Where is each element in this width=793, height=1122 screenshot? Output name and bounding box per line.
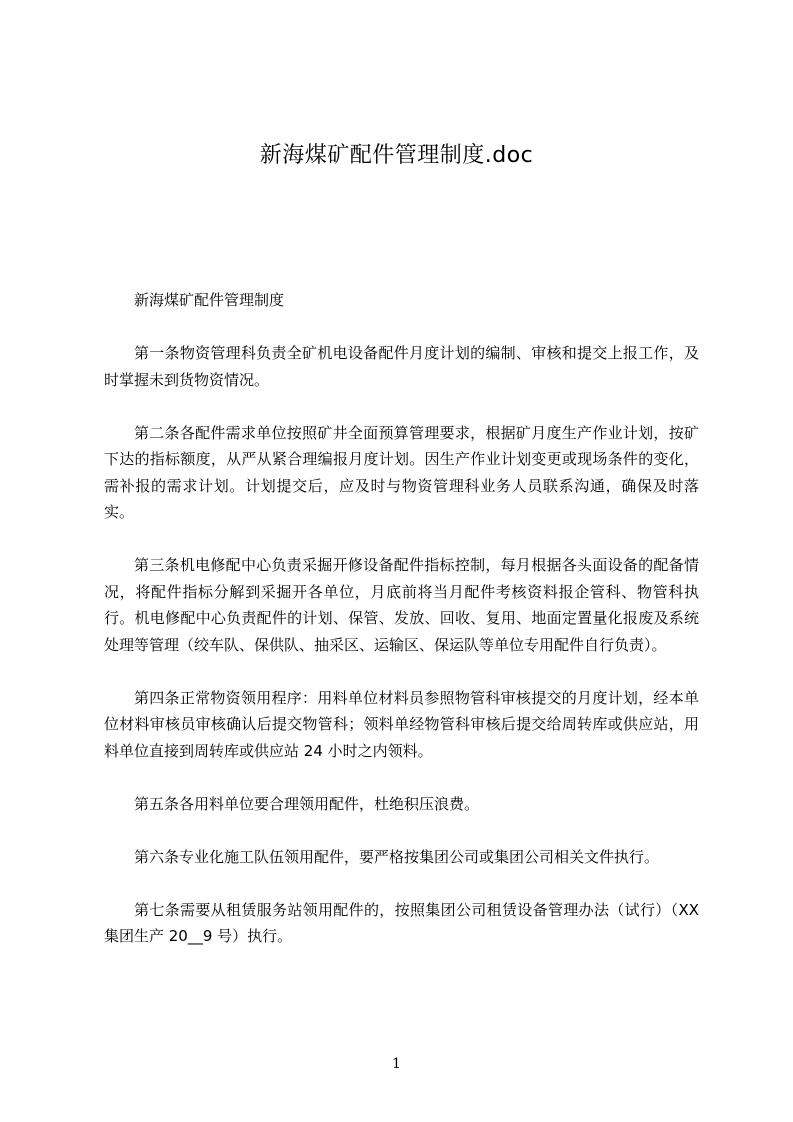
paragraph-article-7: 第七条需要从租赁服务站领用配件的，按照集团公司租赁设备管理办法（试行）（XX 集团生产 20__9 号）执行。 — [104, 900, 699, 945]
document-heading: 新海煤矿配件管理制度 — [134, 291, 285, 309]
document-body — [104, 287, 699, 976]
paragraph-article-1: 第一条物资管理科负责全矿机电设备配件月度计划的编制、审核和提交上报工作，及时掌握未到货物资情况。 — [104, 344, 699, 389]
document-title: 新海煤矿配件管理制度.doc — [259, 143, 534, 168]
page-number: 1 — [392, 1056, 401, 1072]
paragraph-article-2: 第二条各配件需求单位按照矿井全面预算管理要求，根据矿月度生产作业计划，按矿下达的指标额度，从严从紧合理编报月度计划。因生产作业计划变更或现场条件的变化，需补报的需求计划。计划提交后，应及时与物资管理科业务人员联系沟通，确保及时落实。 — [104, 423, 699, 521]
paragraph-article-4: 第四条正常物资领用程序：用料单位材料员参照物管科审核提交的月度计划，经本单位材料审核员审核确认后提交物管科；领料单经物管科审核后提交给周转库或供应站，用料单位直接到周转库或供应站 24 小时之内领料。 — [104, 688, 699, 760]
paragraph-article-5: 第五条各用料单位要合理领用配件，杜绝积压浪费。 — [134, 794, 480, 813]
paragraph-article-6: 第六条专业化施工队伍领用配件，要严格按集团公司或集团公司相关文件执行。 — [134, 847, 660, 866]
paragraph-article-3: 第三条机电修配中心负责采掘开修设备配件指标控制，每月根据各头面设备的配备情况，将配件指标分解到采掘开各单位，月底前将当月配件考核资料报企管科、物管科执行。机电修配中心负责配件的计划、保管、发放、回收、复用、地面定置量化报废及系统处理等管理（绞车队、保供队、抽采区、运输区、保运队等单位专用配件自行负责）。 — [104, 556, 699, 654]
